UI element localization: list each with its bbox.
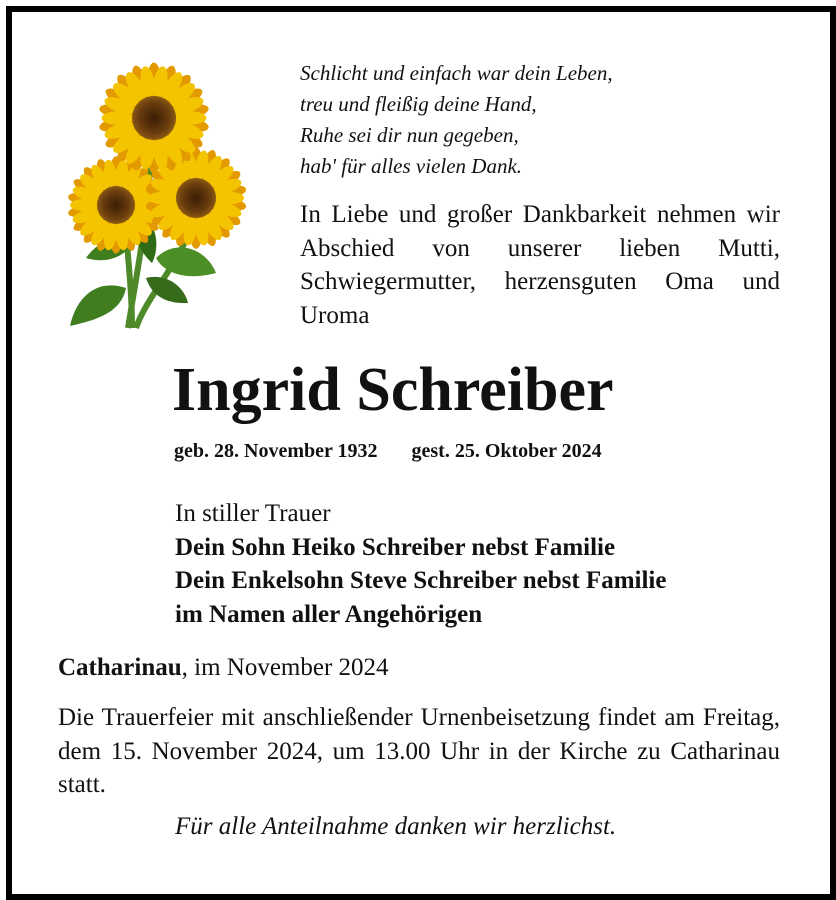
farewell-text: In Liebe und großer Dankbarkeit nehmen wir Abschied von unserer lieben Mutti, Schwiegermutter, herzensguten Oma und Uroma: [300, 201, 780, 329]
mourner-line: Dein Sohn Heiko Schreiber nebst Familie: [175, 533, 616, 561]
life-dates: [174, 437, 602, 465]
poem-line: treu und fleißig deine Hand,: [300, 92, 537, 116]
birth-date: geb. 28. November 1932: [174, 440, 378, 462]
place-town: Catharinau: [58, 654, 182, 681]
mourners-intro: In stiller Trauer: [175, 500, 331, 527]
thanks-note: Für alle Anteilnahme danken wir herzlichst.: [175, 813, 617, 840]
poem-line: hab' für alles vielen Dank.: [300, 154, 523, 178]
sunflower-icon: [66, 58, 252, 330]
deceased-name: Ingrid Schreiber: [172, 356, 614, 424]
death-date: gest. 25. Oktober 2024: [411, 440, 602, 462]
place-date-text: , im November 2024: [181, 654, 389, 681]
service-info: Die Trauerfeier mit anschließender Urnenbeisetzung findet am Freitag, dem 15. November 2024, um 13.00 Uhr in der Kirche zu Catharinau statt.: [58, 704, 780, 798]
poem-line: Ruhe sei dir nun gegeben,: [300, 123, 519, 147]
poem: [300, 58, 780, 182]
poem-line: Schlicht und einfach war dein Leben,: [300, 61, 613, 85]
mourner-line: Dein Enkelsohn Steve Schreiber nebst Familie: [175, 567, 667, 594]
place-date: [58, 651, 778, 685]
mourners: [175, 497, 775, 631]
mourner-line: im Namen aller Angehörigen: [175, 600, 483, 628]
